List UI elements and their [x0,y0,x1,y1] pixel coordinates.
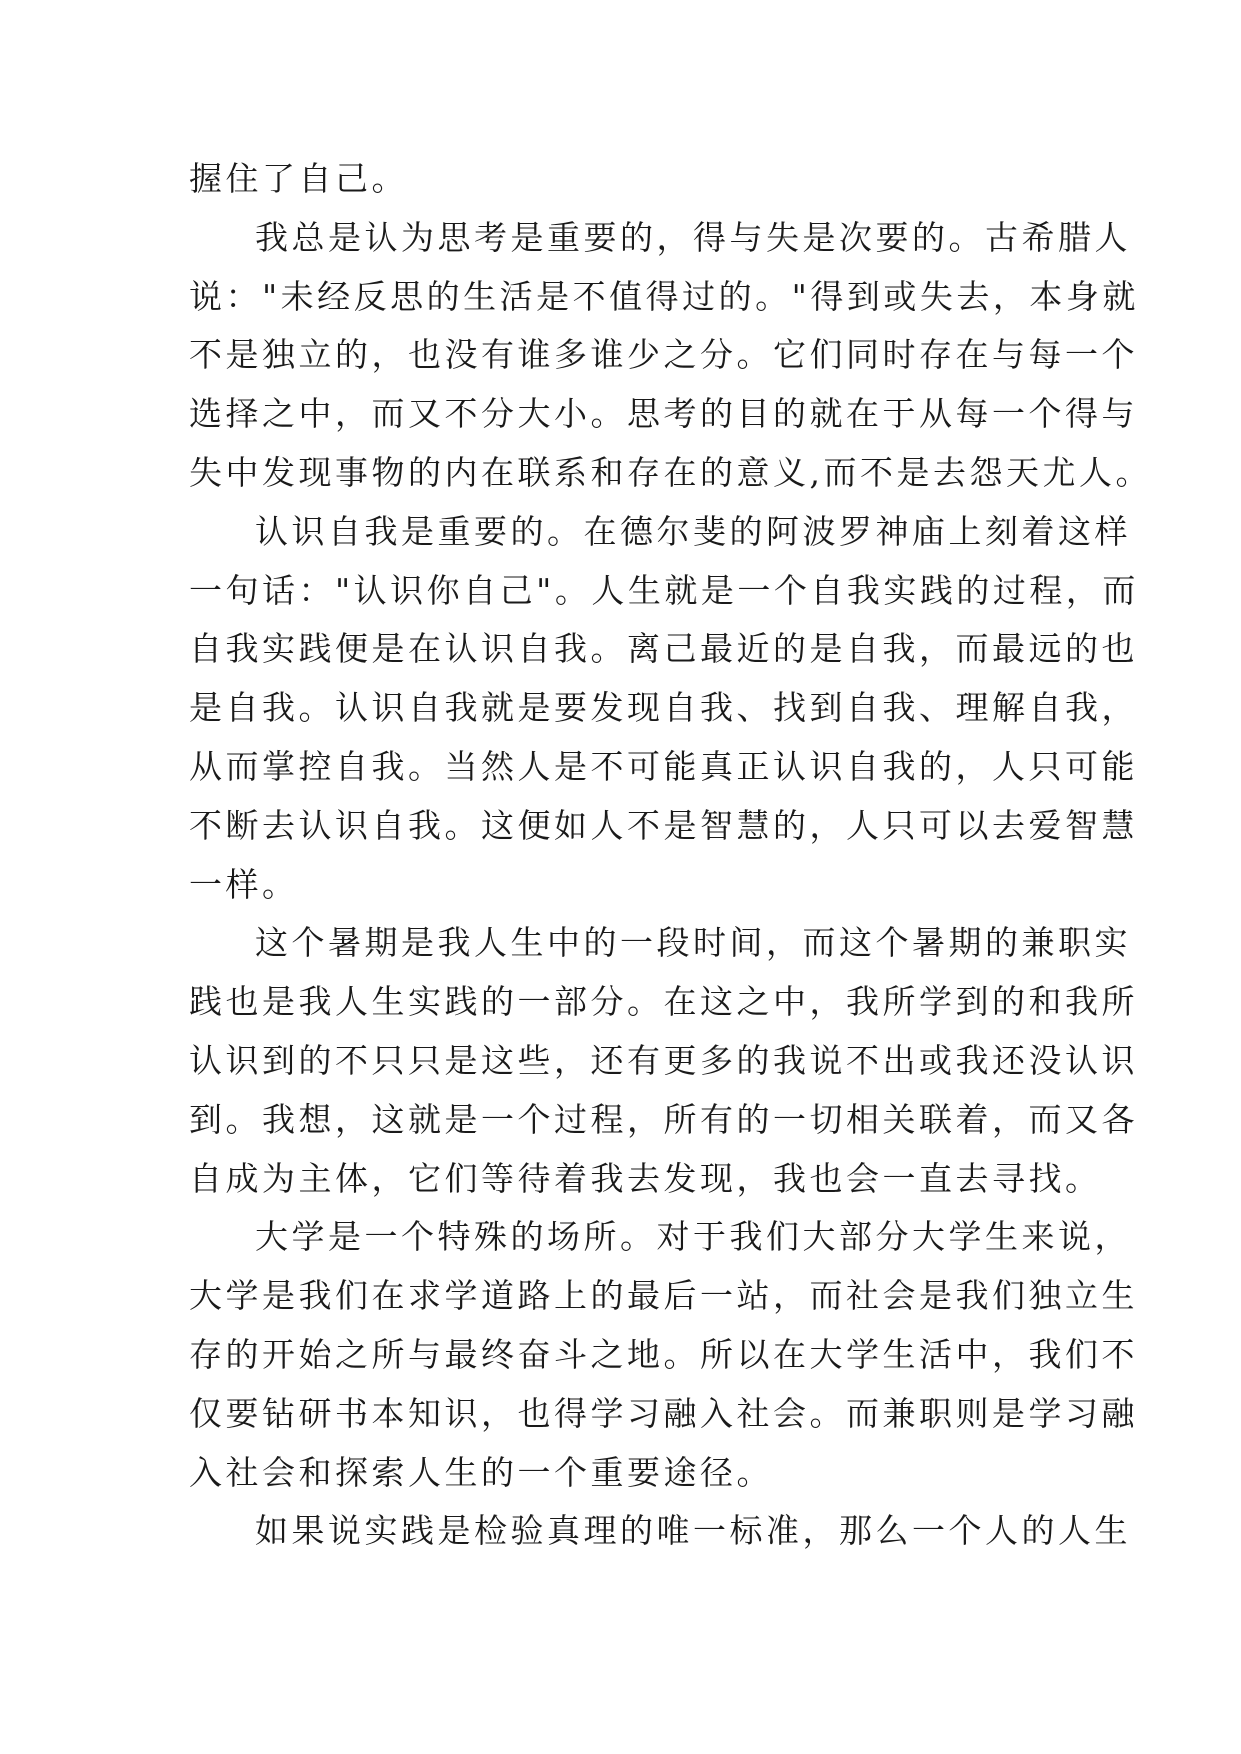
text-line: 握住了自己。 [189,159,408,198]
paragraph-1 [189,150,1049,209]
text-line: 选择之中，而又不分大小。思考的目的就在于从每一个得与 [189,394,1138,434]
paragraph-2 [189,209,1152,503]
text-line: 自我实践便是在认识自我。离己最近的是自我，而最远的也 [189,629,1138,669]
text-line: 是自我。认识自我就是要发现自我、找到自我、理解自我， [189,688,1138,728]
paragraph-5 [189,1208,1138,1502]
text-line: 如果说实践是检验真理的唯一标准，那么一个人的人生 [255,1511,1131,1551]
text-line: 从而掌控自我。当然人是不可能真正认识自我的，人只可能 [189,746,1138,786]
text-line: 认识到的不只只是这些，还有更多的我说不出或我还没认识 [189,1040,1138,1080]
text-line: 存的开始之所与最终奋斗之地。所以在大学生活中，我们不 [189,1334,1138,1374]
text-line: 大学是一个特殊的场所。对于我们大部分大学生来说， [255,1217,1131,1257]
text-line: 大学是我们在求学道路上的最后一站，而社会是我们独立生 [189,1276,1138,1316]
text-line: 一样。 [189,864,299,904]
text-line: 认识自我是重要的。在德尔斐的阿波罗神庙上刻着这样 [255,511,1131,551]
text-line: 到。我想，这就是一个过程，所有的一切相关联着，而又各 [189,1099,1138,1139]
paragraph-4 [189,914,1138,1208]
text-line: 自成为主体，它们等待着我去发现，我也会一直去寻找。 [189,1158,1102,1198]
paragraph-6 [189,1502,1131,1561]
text-line: 不是独立的，也没有谁多谁少之分。它们同时存在与每一个 [189,335,1138,375]
text-line: 仅要钻研书本知识，也得学习融入社会。而兼职则是学习融 [189,1393,1138,1433]
text-line: 践也是我人生实践的一部分。在这之中，我所学到的和我所 [189,982,1138,1022]
text-line: 入社会和探索人生的一个重要途径。 [189,1452,773,1492]
text-line: 我总是认为思考是重要的，得与失是次要的。古希腊人 [255,217,1131,257]
text-line: 这个暑期是我人生中的一段时间，而这个暑期的兼职实 [255,923,1131,963]
document-body [189,150,1152,1561]
text-line: 说："未经反思的生活是不值得过的。"得到或失去，本身就 [189,276,1139,316]
text-line: 失中发现事物的内在联系和存在的意义,而不是去怨天尤人。 [189,452,1152,492]
text-line: 一句话："认识你自己"。人生就是一个自我实践的过程，而 [189,570,1139,610]
paragraph-3 [189,503,1139,915]
text-line: 不断去认识自我。这便如人不是智慧的，人只可以去爱智慧 [189,805,1138,845]
